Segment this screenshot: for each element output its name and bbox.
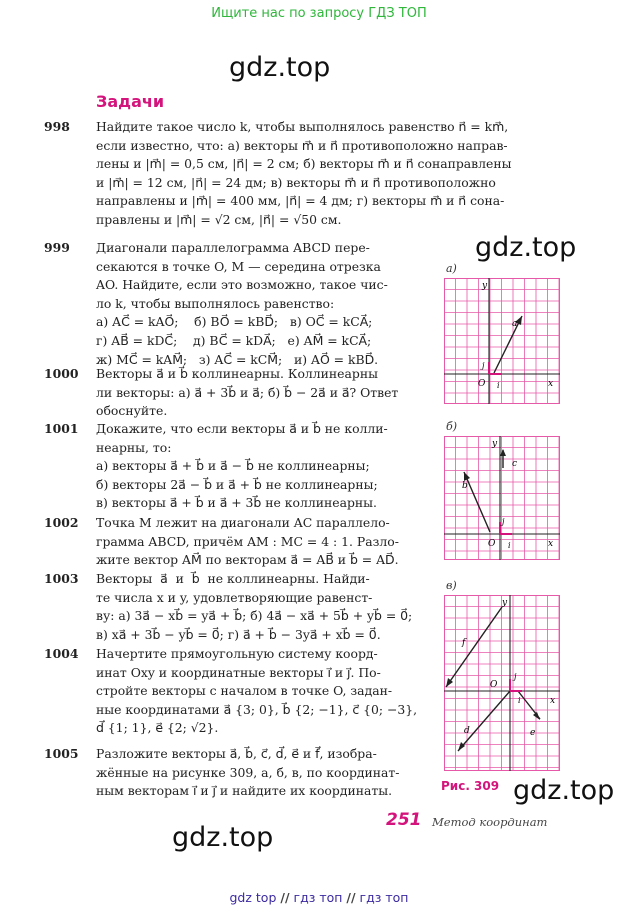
problem-number: 998: [44, 119, 70, 134]
footer-link-3[interactable]: гдз топ: [359, 890, 409, 905]
footer-links: [0, 890, 638, 905]
vector-b: [464, 472, 490, 532]
line: неарны, то:: [96, 439, 172, 455]
line: в) xa⃗ + 3b⃗ − yb⃗ = 0⃗; г) a⃗ + b⃗ − 3ya⃗ + xb⃗ = 0⃗.: [96, 626, 381, 642]
vector-d: [458, 691, 510, 751]
line: d⃗ {1; 1}, e⃗ {2; √2}.: [96, 720, 219, 736]
line: те числа x и y, удовлетворяющие равенст-: [96, 589, 373, 605]
origin-label: O: [490, 680, 498, 690]
vector-d-label: d: [464, 726, 470, 736]
line: жённые на рисунке 309, а, б, в, по координат-: [96, 764, 400, 780]
section-title: Задачи: [96, 92, 165, 111]
axis-x-label: x: [550, 696, 556, 706]
line: если известно, что: а) векторы m⃗ и n⃗ противоположно направ-: [96, 137, 508, 153]
grid-border: [445, 279, 560, 404]
line: обоснуйте.: [96, 403, 168, 419]
footer-sep: //: [346, 890, 356, 905]
line: а) векторы a⃗ + b⃗ и a⃗ − b⃗ не коллинеарны;: [96, 458, 370, 474]
figure-c-label: в): [446, 579, 457, 592]
arrowhead-c-icon: [500, 449, 506, 456]
unit-j-label: j: [514, 672, 517, 681]
vector-b-label: b: [462, 481, 468, 491]
vector-e-label: e: [530, 728, 536, 738]
top-banner[interactable]: Ищите нас по запросу ГДЗ ТОП: [211, 6, 427, 21]
line: Разложите векторы a⃗, b⃗, c⃗, d⃗, e⃗ и f⃗, изобра-: [96, 746, 377, 761]
line: стройте векторы с началом в точке O, задан-: [96, 683, 393, 699]
line: и |m⃗| = 12 см, |n⃗| = 24 дм; в) векторы m⃗ и n⃗ противоположно: [96, 174, 496, 190]
line: правлены и |m⃗| = √2 см, |n⃗| = √50 см.: [96, 211, 342, 227]
problem-1003: [44, 570, 439, 644]
line: ж) MC⃗ = kAM⃗; з) AC⃗ = kCM⃗; и) AO⃗ = kBD⃗.: [96, 351, 379, 367]
watermark-1: gdz.top: [229, 52, 331, 83]
watermark-2: gdz.top: [475, 232, 577, 263]
line: ли векторы: а) a⃗ + 3b⃗ и a⃗; б) b⃗ − 2a⃗ и a⃗? Ответ: [96, 384, 399, 400]
line: ные координатами a⃗ {3; 0}, b⃗ {2; −1}, c⃗ {0; −3},: [96, 701, 418, 717]
unit-j-label: j: [482, 361, 485, 370]
footer-sep: //: [280, 890, 290, 905]
watermark-4: gdz.top: [172, 822, 274, 853]
problem-999: [44, 239, 439, 369]
unit-j-label: j: [502, 517, 505, 526]
problem-number: 1000: [44, 366, 79, 381]
line: Начертите прямоугольную систему коорд-: [96, 646, 378, 661]
origin-label: O: [488, 539, 496, 549]
running-head: Метод координат: [432, 815, 548, 829]
problem-1001: [44, 420, 439, 513]
line: в) векторы a⃗ + b⃗ и a⃗ + 3b⃗ не коллинеарны.: [96, 495, 377, 511]
figure-a-grid: [444, 278, 560, 404]
axis-x-label: x: [548, 379, 554, 389]
figure-a-label: а): [446, 262, 457, 275]
figure-b-label: б): [446, 420, 458, 433]
problem-number: 999: [44, 240, 70, 255]
line: ным векторам i⃗ и j⃗ и найдите их координаты.: [96, 783, 393, 799]
figure-b-grid: [444, 436, 560, 560]
unit-i-label: i: [518, 696, 521, 705]
problem-1000: [44, 365, 439, 421]
line: направлены и |m⃗| = 400 мм, |n⃗| = 4 дм; г) векторы m⃗ и n⃗ сона-: [96, 193, 505, 209]
line: г) AB⃗ = kDC⃗; д) BC⃗ = kDA⃗; е) AM⃗ = kCA⃗;: [96, 332, 372, 348]
problem-1004: [44, 645, 439, 738]
unit-i-label: i: [497, 381, 500, 390]
line: а) AC⃗ = kAO⃗; б) BO⃗ = kBD⃗; в) OC⃗ = kCA⃗;: [96, 314, 373, 330]
axis-y-label: y: [482, 281, 488, 291]
line: лены и |m⃗| = 0,5 см, |n⃗| = 2 см; б) векторы m⃗ и n⃗ сонаправлены: [96, 156, 512, 172]
line: Докажите, что если векторы a⃗ и b⃗ не колли-: [96, 421, 388, 436]
line: ву: а) 3a⃗ − xb⃗ = ya⃗ + b⃗; б) 4a⃗ − xa⃗ + 5b⃗ + yb⃗ = 0⃗;: [96, 608, 413, 624]
footer-link-2[interactable]: гдз топ: [293, 890, 343, 905]
problem-number: 1005: [44, 746, 79, 761]
line: секаются в точке O, M — середина отрезка: [96, 258, 381, 274]
vector-a: [494, 316, 522, 373]
problem-number: 1001: [44, 421, 79, 436]
figure-caption: Рис. 309: [441, 779, 500, 793]
arrowhead-e-icon: [533, 712, 540, 720]
line: ло k, чтобы выполнялось равенство:: [96, 295, 335, 311]
vector-f-label: f: [462, 638, 466, 648]
axis-y-label: y: [502, 598, 508, 608]
page-number: 251: [386, 810, 422, 830]
line: грамма ABCD, причём AM : MC = 4 : 1. Разло-: [96, 533, 399, 549]
line: Найдите такое число k, чтобы выполнялось равенство n⃗ = km⃗,: [96, 119, 509, 134]
watermark-3: gdz.top: [513, 775, 615, 806]
line: Векторы a⃗ и b⃗ коллинеарны. Коллинеарны: [96, 366, 378, 381]
vector-c-label: c: [512, 459, 518, 469]
line: Векторы a⃗ и b⃗ не коллинеарны. Найди-: [96, 571, 370, 586]
line: б) векторы 2a⃗ − b⃗ и a⃗ + b⃗ не коллинеарны;: [96, 476, 378, 492]
axis-y-label: y: [492, 439, 498, 449]
unit-i-label: i: [508, 541, 511, 550]
vector-a-label: a: [512, 319, 518, 329]
line: AO. Найдите, если это возможно, такое чис-: [96, 277, 388, 293]
problem-number: 1002: [44, 515, 79, 530]
origin-label: O: [478, 379, 486, 389]
axis-x-label: x: [548, 539, 554, 549]
problem-number: 1003: [44, 571, 79, 586]
problem-1002: [44, 514, 439, 570]
line: Точка M лежит на диагонали AC параллело-: [96, 515, 390, 530]
line: инат Oxy и координатные векторы i⃗ и j⃗. По-: [96, 664, 381, 680]
figure-c-grid: [444, 595, 560, 771]
problem-998: [44, 118, 574, 230]
vector-f: [446, 607, 502, 687]
line: Диагонали параллелограмма ABCD пере-: [96, 240, 370, 255]
footer-link-1[interactable]: gdz top: [229, 890, 277, 905]
problem-number: 1004: [44, 646, 79, 661]
line: жите вектор AM⃗ по векторам a⃗ = AB⃗ и b⃗ = AD⃗.: [96, 552, 399, 568]
problem-1005: [44, 745, 439, 801]
